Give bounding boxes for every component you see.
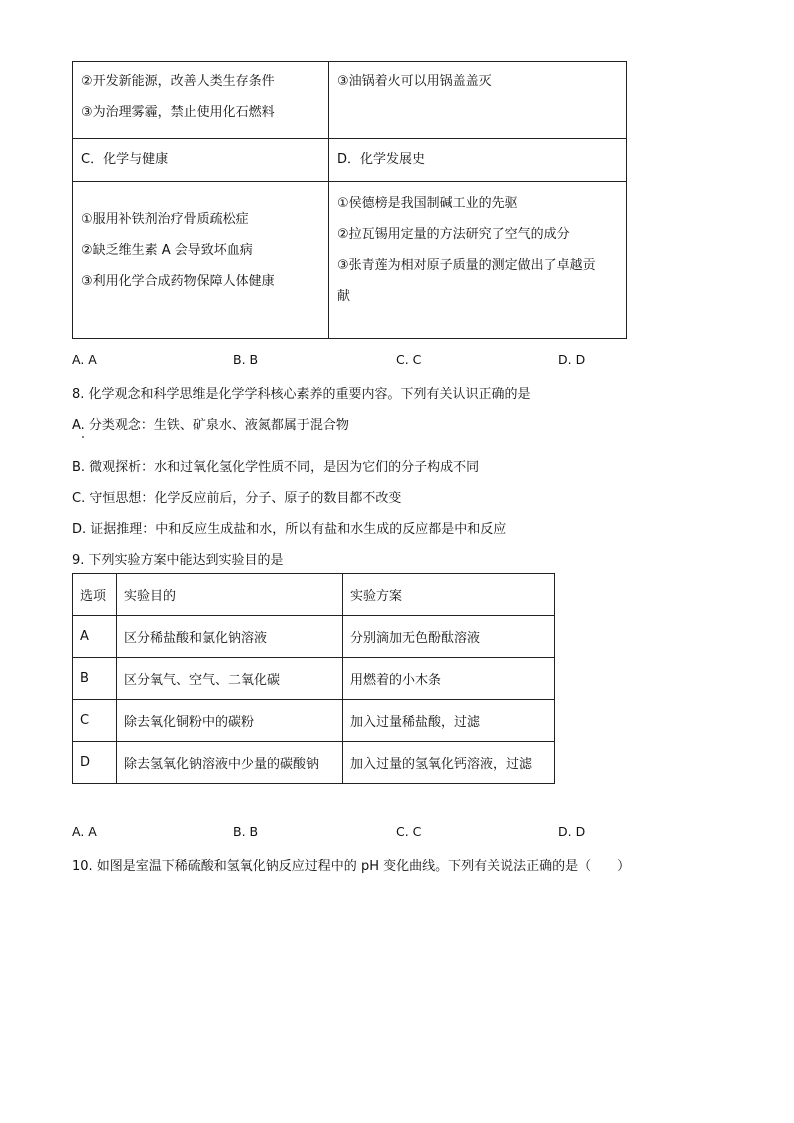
q9-option-b: B. B [233,824,259,839]
q7-item: ②缺乏维生素 A 会导致坏血病 [81,243,253,258]
q7-table-row [73,182,627,339]
q7-option-c: C. C [396,352,422,367]
q7-option-d: D. D [558,352,586,367]
q9-cell-plan: 加入过量稀盐酸，过滤 [343,700,555,742]
q9-cell-option: D [73,742,117,784]
q7-item: ①服用补铁剂治疗骨质疏松症 [81,212,249,227]
q9-cell-option: C [73,700,117,742]
q7-item: ③利用化学合成药物保障人体健康 [81,274,275,289]
q7-item: ①侯德榜是我国制碱工业的先驱 [337,196,518,211]
q9-header-option: 选项 [73,574,117,616]
q9-option-a: A. A [72,824,97,839]
q7-heading-d: D．化学发展史 [329,139,627,182]
q9-cell-purpose: 除去氢氧化钠溶液中少量的碳酸钠 [117,742,343,784]
q7-item: 献 [337,289,351,304]
q10-stem: 10. 如图是室温下稀硫酸和氢氧化钠反应过程中的 pH 变化曲线。下列有关说法正确的是（ ） [72,859,631,874]
q7-option-b: B. B [233,352,259,367]
q9-cell-option: A [73,616,117,658]
q9-cell-plan: 加入过量的氢氧化钙溶液，过滤 [343,742,555,784]
q9-table-header [73,574,555,616]
q9-header-purpose: 实验目的 [117,574,343,616]
q7-cell-safety-items [329,62,627,139]
q7-heading-c: C．化学与健康 [73,139,329,182]
q7-item: ②开发新能源，改善人类生存条件 [81,74,275,89]
q8-option-b: B. 微观探析：水和过氧化氢化学性质不同，是因为它们的分子构成不同 [72,460,480,475]
q7-table-row [73,62,627,139]
q7-item: ③张青莲为相对原子质量的测定做出了卓越贡 [337,258,596,273]
q9-option-d: D. D [558,824,586,839]
q8-option-c: C. 守恒思想：化学反应前后，分子、原子的数目都不改变 [72,491,402,506]
q7-item: ③为治理雾霾，禁止使用化石燃料 [81,105,275,120]
q7-item: ②拉瓦锡用定量的方法研究了空气的成分 [337,227,570,242]
speck-mark [82,436,84,438]
q8-stem: 8. 化学观念和科学思维是化学学科核心素养的重要内容。下列有关认识正确的是 [72,387,531,402]
table-row [73,616,555,658]
q7-item: ③油锅着火可以用锅盖盖灭 [337,74,492,89]
q9-table [72,573,555,784]
q7-cell-c-items [73,182,329,339]
q9-stem: 9. 下列实验方案中能达到实验目的是 [72,553,284,568]
q9-cell-purpose: 区分稀盐酸和氯化钠溶液 [117,616,343,658]
q8-option-a: A. 分类观念：生铁、矿泉水、液氮都属于混合物 [72,418,349,433]
q7-cell-b-items [73,62,329,139]
table-row [73,658,555,700]
table-row [73,700,555,742]
q9-header-plan: 实验方案 [343,574,555,616]
q7-table [72,61,627,339]
q9-cell-plan: 分别滴加无色酚酞溶液 [343,616,555,658]
q9-cell-purpose: 区分氧气、空气、二氧化碳 [117,658,343,700]
q7-cell-d-items [329,182,627,339]
table-row [73,742,555,784]
q9-cell-plan: 用燃着的小木条 [343,658,555,700]
q7-option-a: A. A [72,352,97,367]
q7-table-row [73,139,627,182]
q9-cell-purpose: 除去氧化铜粉中的碳粉 [117,700,343,742]
q9-option-c: C. C [396,824,422,839]
q9-cell-option: B [73,658,117,700]
q8-option-d: D. 证据推理：中和反应生成盐和水，所以有盐和水生成的反应都是中和反应 [72,522,507,537]
